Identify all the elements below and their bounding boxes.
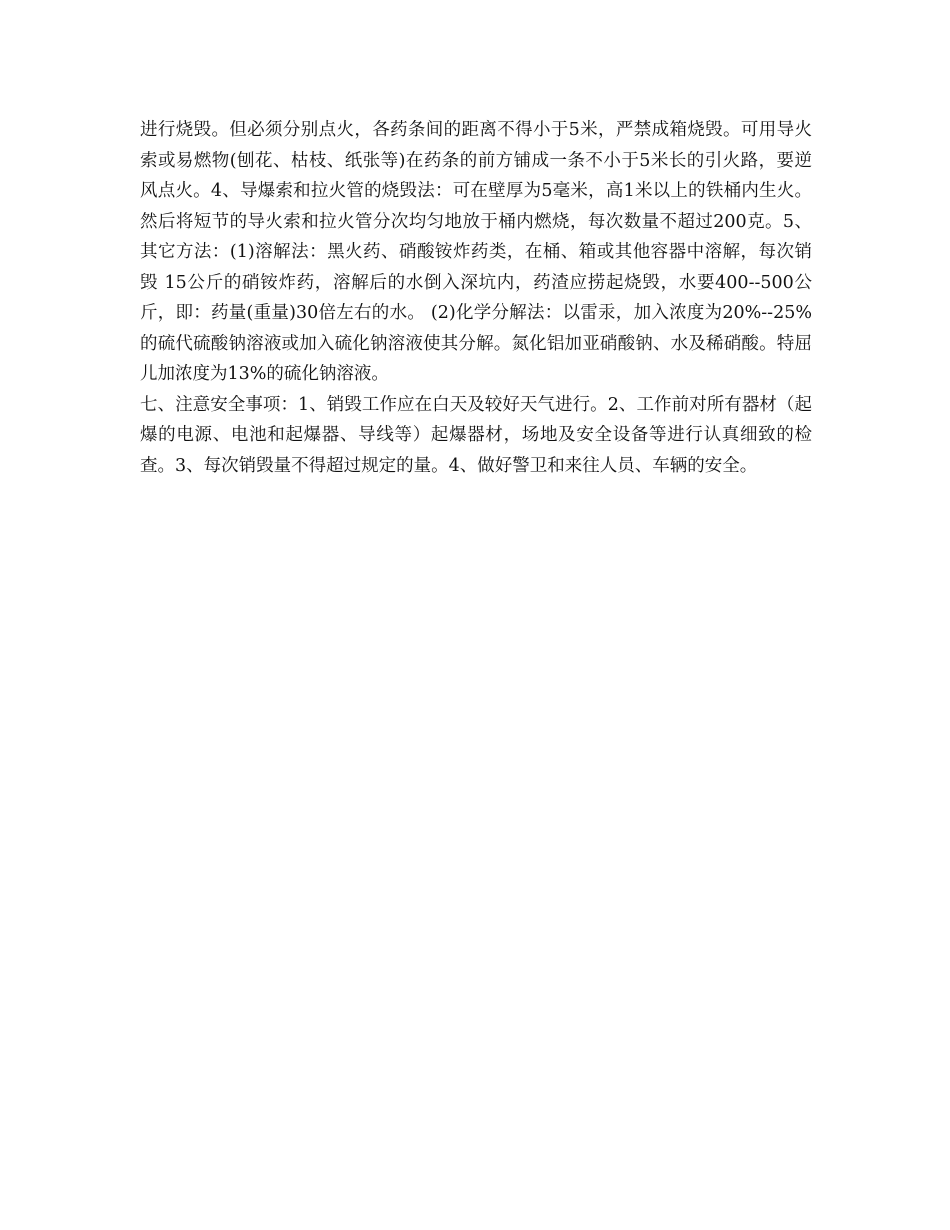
paragraph-disposal-methods: 进行烧毁。但必须分别点火，各药条间的距离不得小于5米，严禁成箱烧毁。可用导火索或易燃物(刨花、枯枝、纸张等)在药条的前方铺成一条不小于5米长的引火路，要逆风点火。4、导爆索和拉火管的烧毁法：可在壁厚为5毫米，高1米以上的铁桶内生火。然后将短节的导火索和拉火管分次均匀地放于桶内燃烧，每次数量不超过200克。5、其它方法：(1)溶解法：黑火药、硝酸铵炸药类，在桶、箱或其他容器中溶解，每次销毁 15公斤的硝铵炸药，溶解后的水倒入深坑内，药渣应捞起烧毁，水要400--500公斤，即：药量(重量)30倍左右的水。 (2)化学分解法：以雷汞，加入浓度为20%--25%的硫代硫酸钠溶液或加入硫化钠溶液使其分解。氮化铝加亚硝酸钠、水及稀硝酸。特屈儿加浓度为13%的硫化钠溶液。 <box>140 120 812 384</box>
paragraph-safety-notes: 七、注意安全事项：1、销毁工作应在白天及较好天气进行。2、工作前对所有器材（起爆的电源、电池和起爆器、导线等）起爆器材，场地及安全设备等进行认真细致的检查。3、每次销毁量不得超过规定的量。4、做好警卫和来往人员、车辆的安全。 <box>140 394 812 476</box>
document-body <box>140 115 812 481</box>
